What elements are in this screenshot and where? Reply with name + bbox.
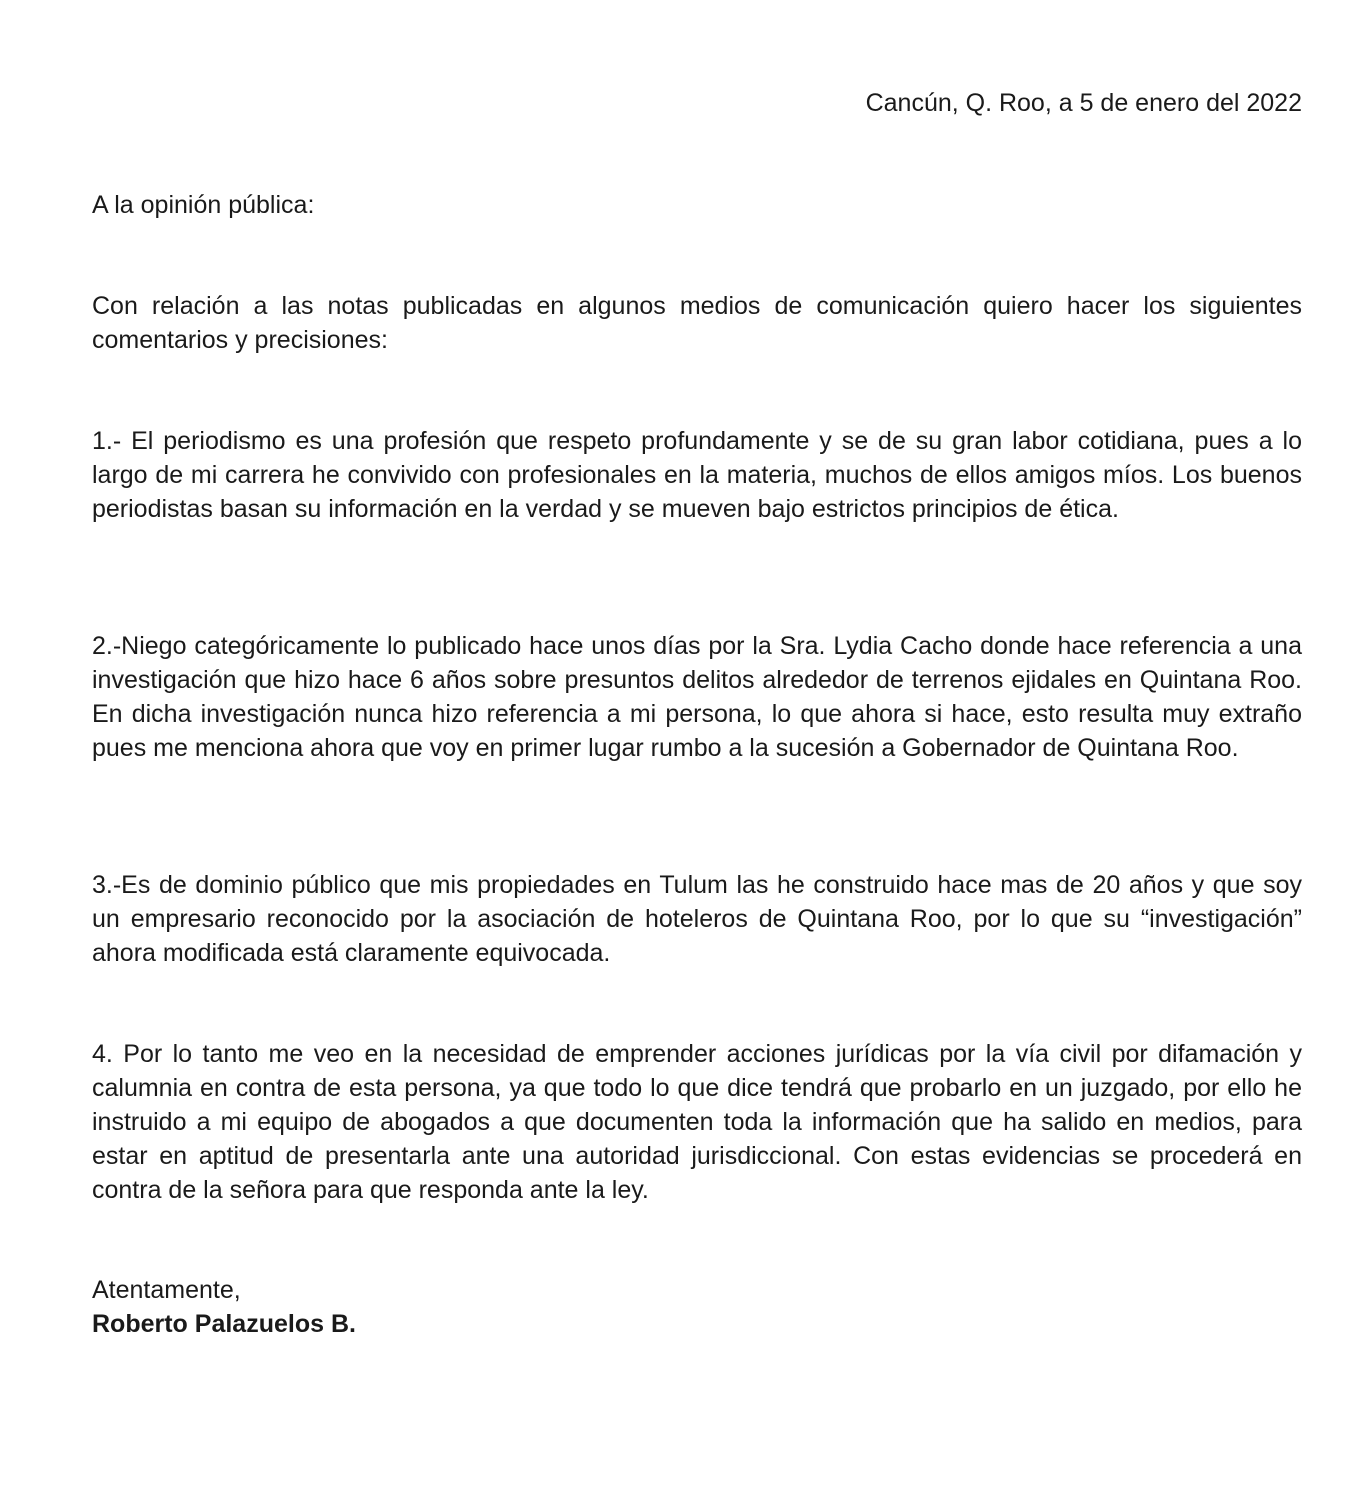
point-1-paragraph: 1.- El periodismo es una profesión que respeto profundamente y se de su gran labor cotidiana, pues a lo largo de mi carrera he convivido con profesionales en la materia, muchos de ellos amigos míos. Los buenos periodistas basan su información en la verdad y se mueven bajo estrictos principios de ética. <box>92 427 1302 523</box>
closing: Atentamente, <box>92 1276 241 1304</box>
point-3-paragraph: 3.-Es de dominio público que mis propiedades en Tulum las he construido hace mas de 20 años y que soy un empresario reconocido por la asociación de hoteleros de Quintana Roo, por lo que su “investigación” ahora modificada está claramente equivocada. <box>92 871 1302 967</box>
signature: Roberto Palazuelos B. <box>92 1310 356 1338</box>
place-date: Cancún, Q. Roo, a 5 de enero del 2022 <box>865 89 1302 117</box>
point-2-paragraph: 2.-Niego categóricamente lo publicado hace unos días por la Sra. Lydia Cacho donde hace referencia a una investigación que hizo hace 6 años sobre presuntos delitos alrededor de terrenos ejidales en Quintana Roo. En dicha investigación nunca hizo referencia a mi persona, lo que ahora si hace, esto resulta muy extraño pues me menciona ahora que voy en primer lugar rumbo a la sucesión a Gobernador de Quintana Roo. <box>92 632 1302 762</box>
intro-paragraph: Con relación a las notas publicadas en algunos medios de comunicación quiero hacer los siguientes comentarios y precisiones: <box>92 292 1302 354</box>
greeting: A la opinión pública: <box>92 191 315 219</box>
point-4-paragraph: 4. Por lo tanto me veo en la necesidad de emprender acciones jurídicas por la vía civil por difamación y calumnia en contra de esta persona, ya que todo lo que dice tendrá que probarlo en un juzgado, por ello he instruido a mi equipo de abogados a que documenten toda la información que ha salido en medios, para estar en aptitud de presentarla ante una autoridad jurisdiccional. Con estas evidencias se procederá en contra de la señora para que responda ante la ley. <box>92 1040 1302 1204</box>
